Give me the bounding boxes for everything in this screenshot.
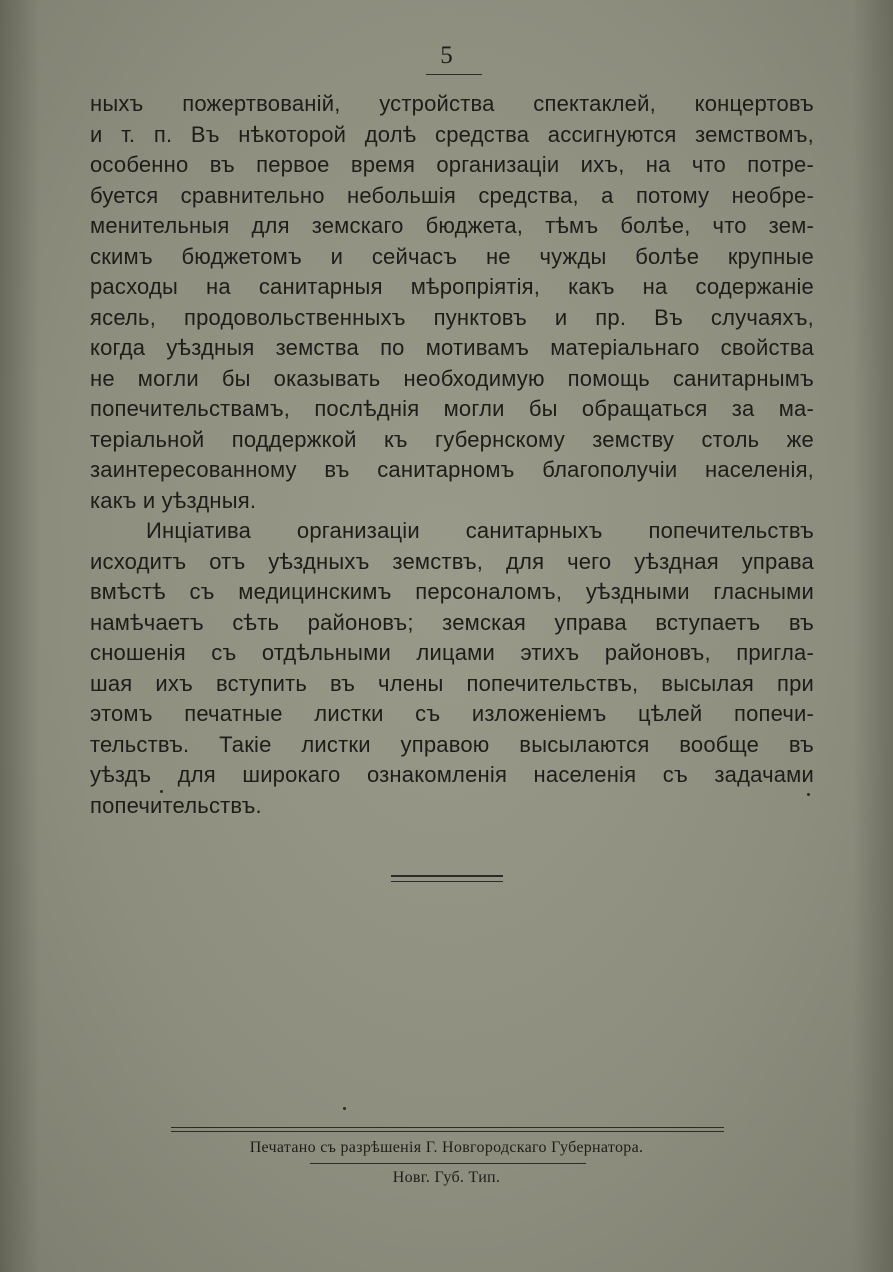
imprint-permission: Печатано съ разрѣшенія Г. Новгородскаго Губернатора. — [249, 1139, 644, 1156]
text-line: ныхъ пожертвованій, устройства спектаклей, концертовъ — [90, 91, 814, 116]
text-line: какъ и уѣздныя. — [90, 487, 257, 513]
paper-speck — [343, 1107, 346, 1110]
text-line: исходитъ отъ уѣздныхъ земствъ, для чего уѣздная управа — [90, 548, 814, 574]
text-line: скимъ бюджетомъ и сейчасъ не чужды болѣе крупные — [90, 243, 814, 269]
text-line: Инціатива организаціи санитарныхъ попечительствъ — [146, 518, 814, 543]
text-line: вмѣстѣ съ медицинскимъ персоналомъ, уѣздными гласными — [90, 579, 814, 604]
text-line: буется сравнительно небольшія средства, а потому необре- — [90, 182, 814, 208]
page-number: 5 — [440, 42, 453, 69]
text-line: попечительствъ. — [90, 792, 262, 818]
text-line: намѣчаетъ сѣть районовъ; земская управа вступаетъ въ — [90, 609, 814, 635]
text-line: теріальной поддержкой къ губернскому земству столь же — [90, 426, 814, 452]
imprint-press: Новг. Губ. Тип. — [392, 1169, 501, 1186]
text-line: тельствъ. Такіе листки управою высылаются вообще въ — [90, 731, 814, 757]
page-edge-shadow-right — [853, 0, 893, 1272]
text-line: заинтересованному въ санитарномъ благополучіи населенія, — [90, 457, 814, 482]
section-divider — [391, 875, 503, 882]
text-line: особенно въ первое время организаціи ихъ, на что потре- — [90, 152, 814, 177]
text-line: и т. п. Въ нѣкоторой долѣ средства ассигнуются земствомъ, — [90, 121, 814, 147]
text-line: уѣздъ для широкаго ознакомленія населенія съ задачами — [90, 762, 814, 787]
text-line: сношенія съ отдѣльными лицами этихъ районовъ, пригла- — [90, 640, 814, 665]
text-line: шая ихъ вступить въ члены попечительствъ, высылая при — [90, 670, 814, 696]
paragraph-1 — [90, 89, 814, 516]
imprint-rule — [310, 1163, 586, 1164]
imprint-double-rule — [171, 1127, 724, 1132]
body-text — [90, 89, 814, 821]
page-number-underline — [426, 74, 482, 75]
page-edge-shadow-left — [0, 0, 40, 1272]
text-line: менительныя для земскаго бюджета, тѣмъ болѣе, что зем- — [90, 213, 814, 238]
paper-speck — [160, 790, 163, 793]
paper-speck — [807, 793, 810, 796]
text-line: ясель, продовольственныхъ пунктовъ и пр. Въ случаяхъ, — [90, 304, 814, 330]
text-line: этомъ печатные листки съ изложеніемъ цѣлей попечи- — [90, 701, 814, 726]
paragraph-2 — [90, 516, 814, 821]
text-line: расходы на санитарныя мѣропріятія, какъ на содержаніе — [90, 274, 814, 299]
text-line: когда уѣздныя земства по мотивамъ матеріальнаго свойства — [90, 335, 814, 360]
text-line: не могли бы оказывать необходимую помощь санитарнымъ — [90, 365, 814, 391]
text-line: попечительствамъ, послѣднія могли бы обращаться за ма- — [90, 396, 814, 421]
